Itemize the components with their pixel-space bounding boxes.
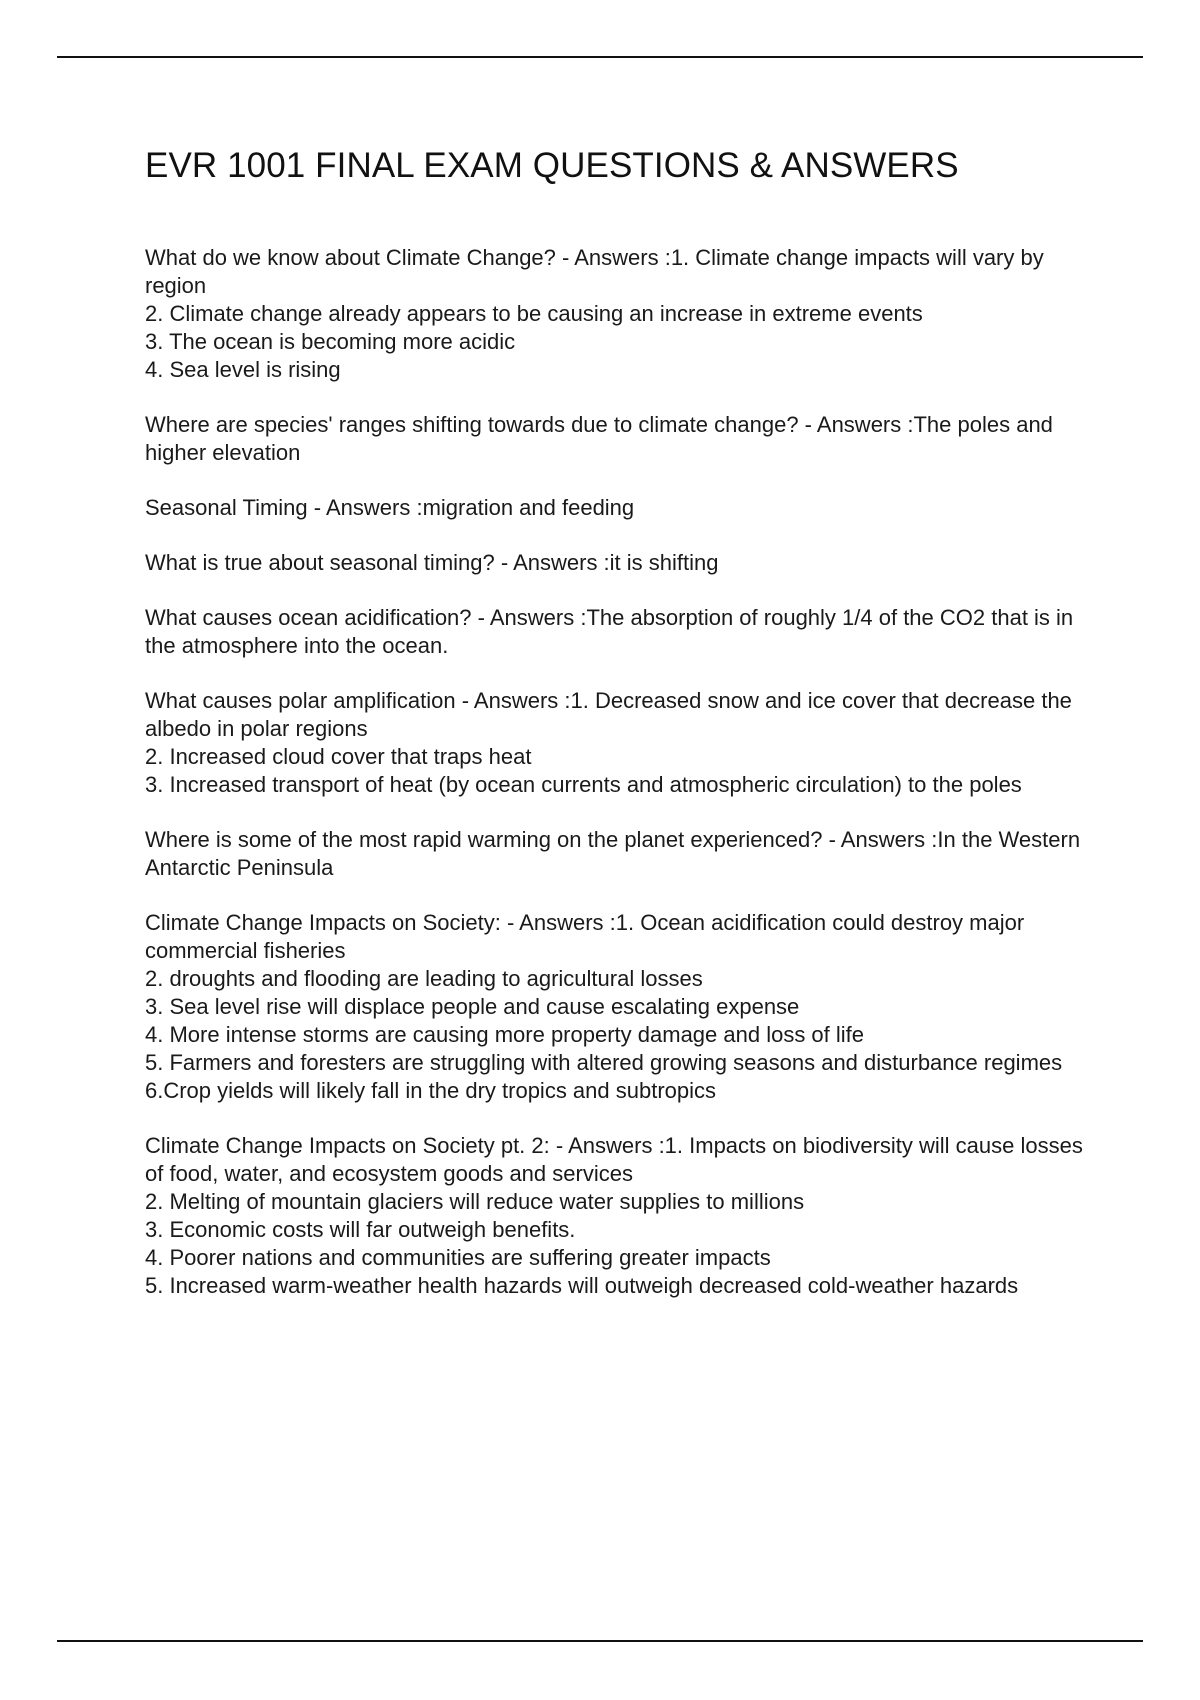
qa-item bbox=[145, 909, 1105, 1105]
top-rule bbox=[57, 56, 1143, 58]
qa-line: What is true about seasonal timing? - Answers :it is shifting bbox=[145, 550, 719, 575]
qa-line: What causes polar amplification - Answers :1. Decreased snow and ice cover that decrease the albedo in polar regions bbox=[145, 688, 1072, 741]
qa-item bbox=[145, 494, 1105, 522]
qa-line: 2. Melting of mountain glaciers will reduce water supplies to millions bbox=[145, 1189, 805, 1214]
qa-line: 6.Crop yields will likely fall in the dry tropics and subtropics bbox=[145, 1078, 717, 1103]
qa-line: Climate Change Impacts on Society pt. 2: - Answers :1. Impacts on biodiversity will cause losses of food, water, and ecosystem goods and services bbox=[145, 1133, 1083, 1186]
qa-line: 3. Increased transport of heat (by ocean currents and atmospheric circulation) to the poles bbox=[145, 772, 1022, 797]
qa-line: Where is some of the most rapid warming on the planet experienced? - Answers :In the Western Antarctic Peninsula bbox=[145, 827, 1081, 880]
qa-line: 4. More intense storms are causing more property damage and loss of life bbox=[145, 1022, 865, 1047]
bottom-rule bbox=[57, 1640, 1143, 1642]
qa-line: Climate Change Impacts on Society: - Answers :1. Ocean acidification could destroy major commercial fisheries bbox=[145, 910, 1025, 963]
qa-line: 3. The ocean is becoming more acidic bbox=[145, 329, 516, 354]
qa-line: 4. Sea level is rising bbox=[145, 357, 341, 382]
qa-line: Where are species' ranges shifting towards due to climate change? - Answers :The poles and higher elevation bbox=[145, 412, 1053, 465]
qa-item bbox=[145, 687, 1105, 799]
qa-line: 3. Sea level rise will displace people and cause escalating expense bbox=[145, 994, 800, 1019]
qa-item bbox=[145, 244, 1105, 384]
qa-item bbox=[145, 549, 1105, 577]
document-title: EVR 1001 FINAL EXAM QUESTIONS & ANSWERS bbox=[145, 146, 959, 185]
qa-line: 5. Increased warm-weather health hazards will outweigh decreased cold-weather hazards bbox=[145, 1273, 1019, 1298]
qa-line: 2. Increased cloud cover that traps heat bbox=[145, 744, 532, 769]
qa-line: 2. droughts and flooding are leading to agricultural losses bbox=[145, 966, 703, 991]
qa-item bbox=[145, 411, 1105, 467]
qa-line: Seasonal Timing - Answers :migration and feeding bbox=[145, 495, 635, 520]
qa-line: What causes ocean acidification? - Answers :The absorption of roughly 1/4 of the CO2 that is in the atmosphere into the ocean. bbox=[145, 605, 1074, 658]
qa-item bbox=[145, 1132, 1105, 1300]
qa-item bbox=[145, 604, 1105, 660]
qa-item bbox=[145, 826, 1105, 882]
qa-line: What do we know about Climate Change? - Answers :1. Climate change impacts will vary by region bbox=[145, 245, 1044, 298]
qa-line: 5. Farmers and foresters are struggling with altered growing seasons and disturbance regimes bbox=[145, 1050, 1063, 1075]
qa-line: 4. Poorer nations and communities are suffering greater impacts bbox=[145, 1245, 771, 1270]
qa-line: 2. Climate change already appears to be causing an increase in extreme events bbox=[145, 301, 923, 326]
document-body bbox=[145, 142, 1105, 1327]
qa-line: 3. Economic costs will far outweigh benefits. bbox=[145, 1217, 576, 1242]
